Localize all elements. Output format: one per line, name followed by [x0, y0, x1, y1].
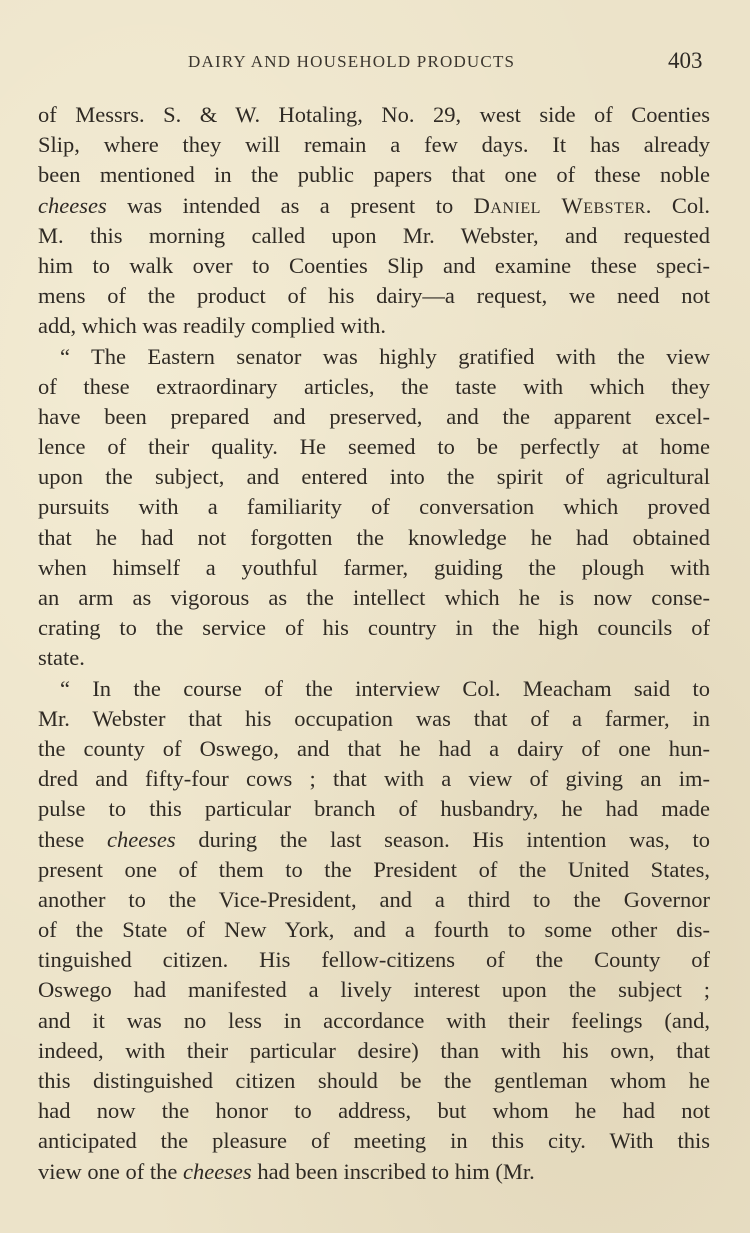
text-line — [38, 342, 710, 372]
text-segment: the county of Oswego, and that he had a dairy of one hun- — [38, 735, 710, 761]
text-line — [38, 825, 710, 855]
text-segment: present one of them to the President of the United States, — [38, 856, 710, 882]
text-line — [38, 432, 710, 462]
text-segment: Mr. Webster that his occupation was that of a farmer, in — [38, 705, 710, 731]
text-segment: him to walk over to Coenties Slip and examine these speci- — [38, 252, 710, 278]
text-line — [38, 251, 710, 281]
text-line — [38, 492, 710, 522]
italic-text: cheeses — [182, 1158, 252, 1184]
text-segment: during the last season. His intention was, to — [175, 826, 710, 852]
text-segment: anticipated the pleasure of meeting in this city. With this — [38, 1128, 710, 1154]
text-line — [38, 764, 710, 794]
text-line — [38, 855, 710, 885]
text-line — [38, 191, 710, 221]
text-line — [38, 1126, 710, 1156]
text-segment: tinguished citizen. His fellow-citizens of the County of — [38, 947, 710, 973]
text-line — [38, 553, 710, 583]
text-line — [38, 734, 710, 764]
text-line — [38, 1006, 710, 1036]
text-line — [38, 674, 710, 704]
text-segment: and it was no less in accordance with their feelings (and, — [38, 1007, 710, 1033]
text-line — [38, 915, 710, 945]
text-line — [38, 221, 710, 251]
text-segment: an arm as vigorous as the intellect which he is now conse- — [38, 585, 710, 610]
text-segment: had now the honor to address, but whom he had not — [38, 1098, 710, 1124]
text-segment: of the State of New York, and a fourth to some other dis- — [38, 917, 710, 943]
text-segment: had been inscribed to him (Mr. — [251, 1158, 535, 1184]
text-segment: Oswego had manifested a lively interest upon the subject ; — [38, 977, 710, 1003]
text-segment: “ In the course of the interview Col. Meacham said to — [60, 675, 710, 701]
text-segment: have been prepared and preserved, and the apparent excel- — [38, 403, 710, 429]
text-segment: that he had not forgotten the knowledge he had obtained — [38, 524, 710, 550]
paragraph — [38, 674, 710, 1187]
text-line — [38, 1157, 710, 1187]
text-line — [38, 311, 710, 341]
paragraph — [38, 100, 710, 342]
text-line — [38, 583, 710, 613]
text-segment: state. — [38, 645, 85, 671]
italic-text: cheeses — [38, 192, 107, 218]
text-segment: pulse to this particular branch of husbandry, he had made — [38, 796, 710, 822]
text-segment: pursuits with a familiarity of conversation which proved — [38, 494, 710, 520]
text-line — [38, 160, 710, 190]
text-line — [38, 945, 710, 975]
text-line — [38, 1036, 710, 1066]
text-line — [38, 1066, 710, 1096]
text-segment: lence of their quality. He seemed to be perfectly at home — [38, 434, 710, 460]
text-segment: crating to the service of his country in the high councils of — [38, 615, 710, 641]
text-line — [38, 130, 710, 160]
text-line — [38, 402, 710, 432]
text-segment: was intended as a present to — [106, 192, 474, 218]
text-line — [38, 100, 710, 130]
body-text — [38, 100, 710, 1187]
running-head — [0, 48, 750, 76]
text-segment: M. this morning called upon Mr. Webster, and requested — [38, 222, 710, 248]
text-segment: of these extraordinary articles, the taste with which they — [38, 373, 710, 399]
text-line — [38, 975, 710, 1005]
text-segment: dred and fifty-four cows ; that with a view of giving an im- — [38, 766, 710, 792]
text-segment: when himself a youthful farmer, guiding the plough with — [38, 554, 710, 580]
small-caps-name: Daniel Webster — [473, 192, 646, 218]
italic-text: cheeses — [106, 826, 176, 852]
text-segment: add, which was readily complied with. — [38, 313, 387, 339]
running-title: DAIRY AND HOUSEHOLD PRODUCTS — [188, 52, 516, 71]
text-line — [38, 281, 710, 311]
text-segment: upon the subject, and entered into the spirit of agricultural — [38, 464, 710, 490]
text-line — [38, 462, 710, 492]
text-line — [38, 794, 710, 824]
text-line — [38, 885, 710, 915]
text-line — [38, 643, 710, 673]
text-line — [38, 372, 710, 402]
text-segment: mens of the product of his dairy—a request, we need not — [38, 283, 710, 309]
text-segment: view one of the — [38, 1158, 183, 1184]
text-segment: of Messrs. S. & W. Hotaling, No. 29, west side of Coenties — [38, 102, 710, 127]
text-line — [38, 1096, 710, 1126]
text-segment: this distinguished citizen should be the gentleman whom he — [38, 1068, 710, 1093]
text-line — [38, 613, 710, 643]
text-segment: . Col. — [645, 192, 710, 218]
page-number: 403 — [668, 48, 703, 73]
text-segment: “ The Eastern senator was highly gratified with the view — [60, 343, 710, 369]
text-segment: Slip, where they will remain a few days. It has already — [38, 132, 710, 158]
text-segment: indeed, with their particular desire) than with his own, that — [38, 1037, 710, 1063]
text-line — [38, 523, 710, 553]
text-segment: these — [38, 826, 107, 852]
paragraph — [38, 342, 710, 674]
text-segment: been mentioned in the public papers that one of these noble — [38, 162, 710, 188]
text-segment: another to the Vice-President, and a third to the Governor — [38, 886, 710, 912]
text-line — [38, 704, 710, 734]
